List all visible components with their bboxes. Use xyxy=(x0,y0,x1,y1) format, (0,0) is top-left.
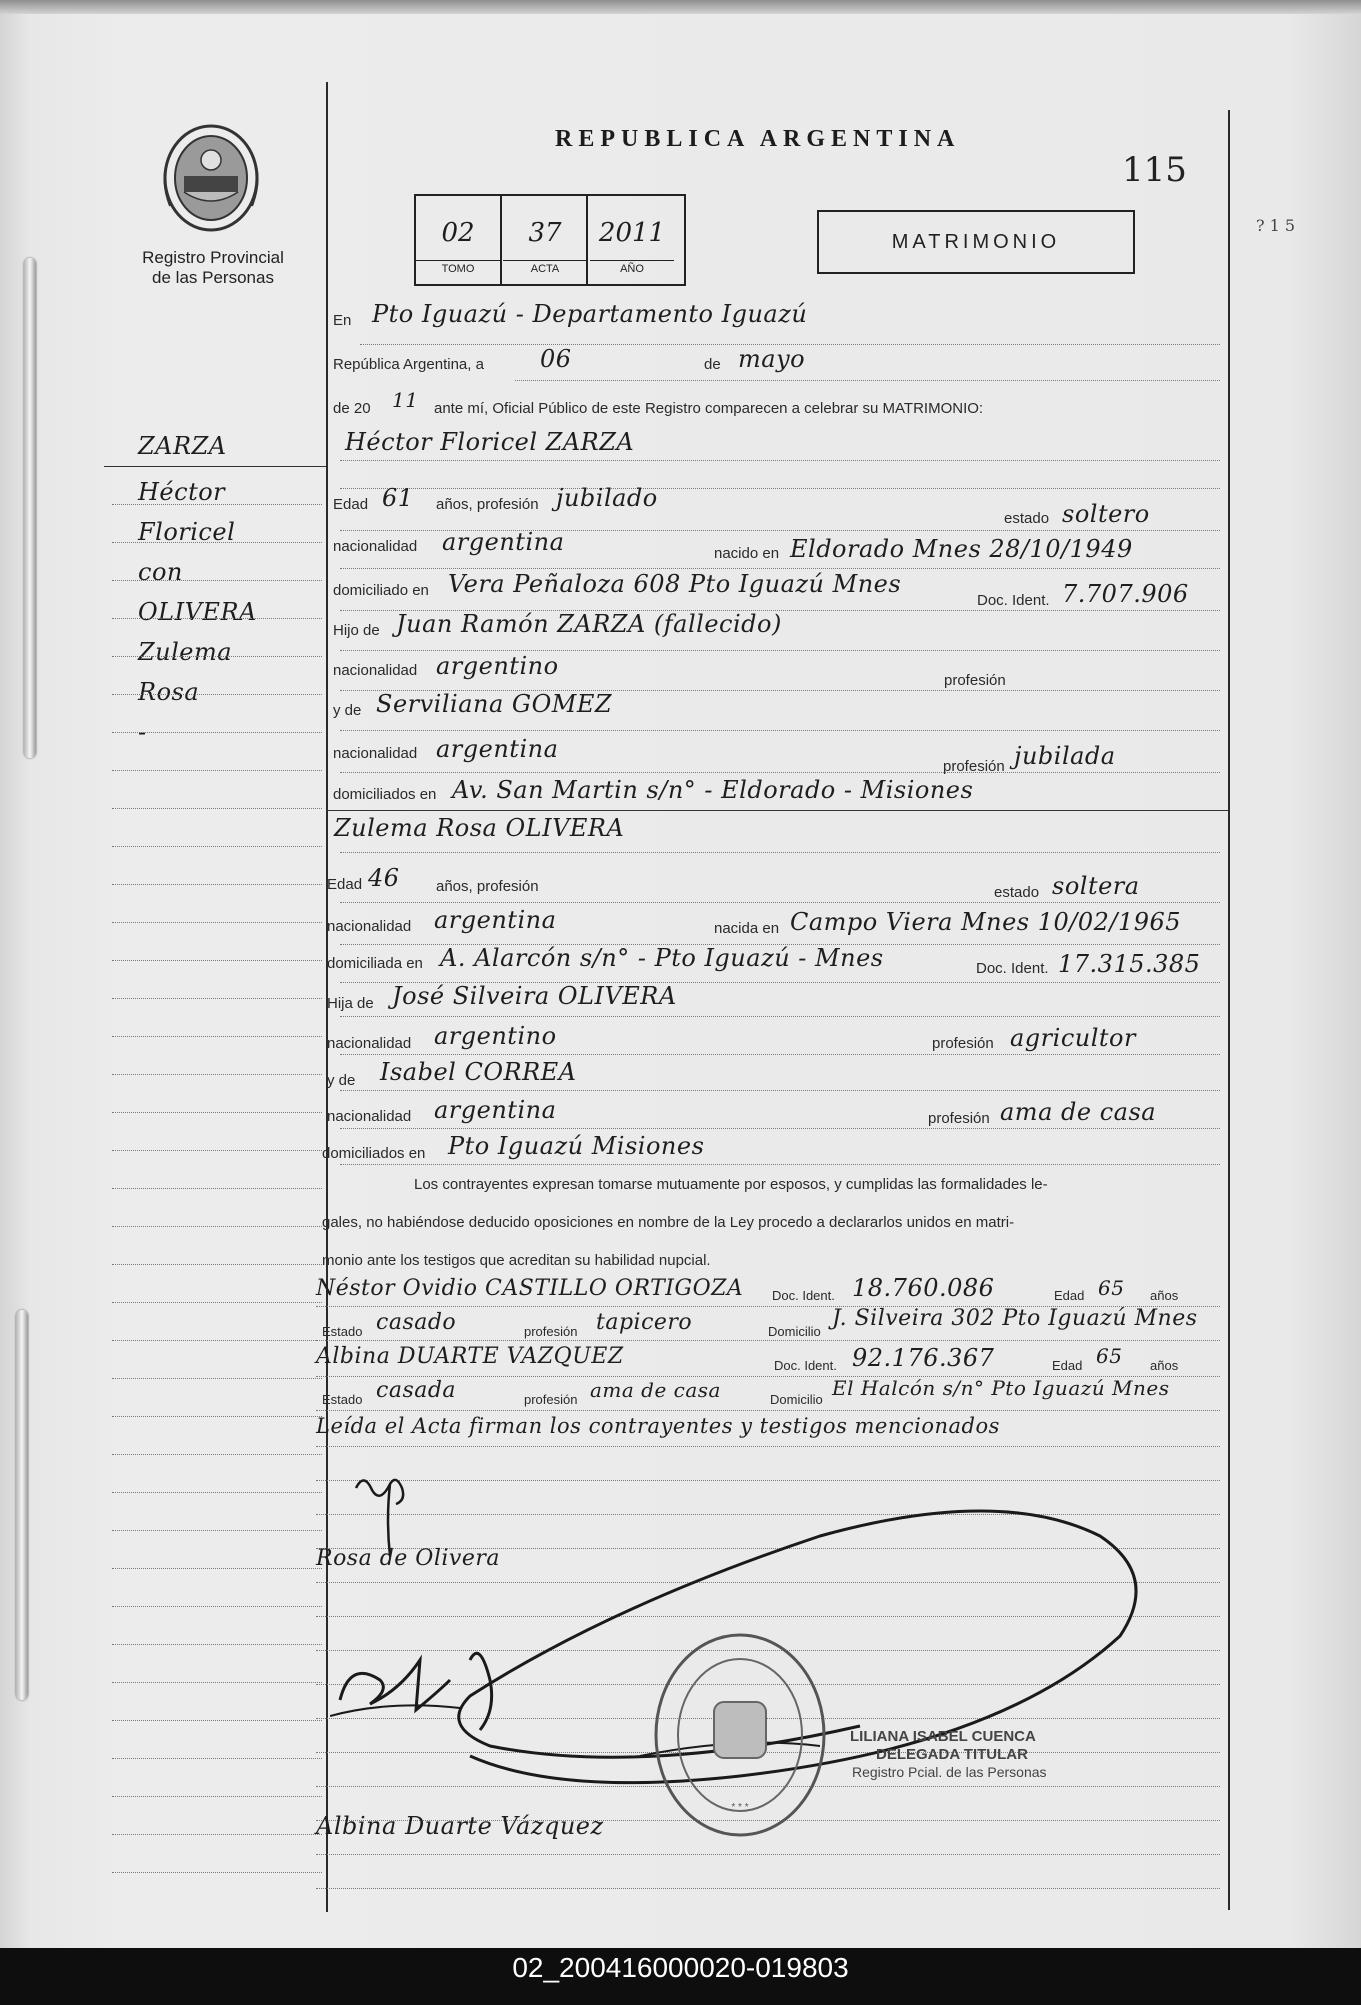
label-y-de-groom: y de xyxy=(333,702,362,719)
label-profesion-bride-father: profesión xyxy=(932,1035,994,1052)
label-nacionalidad-groom-mother: nacionalidad xyxy=(333,745,418,762)
margin-note-line: Héctor xyxy=(138,478,226,506)
margin-ruled-line xyxy=(112,580,322,581)
margin-top-rule xyxy=(104,466,326,467)
margin-ruled-line xyxy=(112,1758,322,1759)
tomo-label: TOMO xyxy=(416,260,500,275)
witness1-name: Néstor Ovidio CASTILLO ORTIGOZA xyxy=(316,1276,744,1301)
margin-ruled-line xyxy=(112,1682,322,1683)
margin-ruled-line xyxy=(112,504,322,505)
label-edad-bride: Edad xyxy=(327,876,363,893)
margin-ruled-line xyxy=(112,1834,322,1835)
label-anios-witness1: años xyxy=(1150,1288,1179,1303)
svg-text:* * *: * * * xyxy=(731,1802,749,1813)
folio-number: 115 xyxy=(1122,150,1187,190)
bride-parents-address: Pto Iguazú Misiones xyxy=(448,1132,705,1160)
ceremony-day: 06 xyxy=(540,345,572,373)
bride-mother-profession: ama de casa xyxy=(1000,1098,1157,1126)
label-nacionalidad-bride-father: nacionalidad xyxy=(327,1035,412,1052)
margin-note-line: ZARZA xyxy=(138,432,227,460)
witness2-civil-status: casada xyxy=(376,1378,457,1403)
margin-ruled-line xyxy=(112,1302,322,1303)
margin-ruled-line xyxy=(112,694,322,695)
margin-ruled-line xyxy=(112,1492,322,1493)
folio-side-mark: ? 1 5 xyxy=(1256,216,1296,235)
bride-civil-status: soltera xyxy=(1052,872,1140,900)
label-profesion-groom-mother: profesión xyxy=(943,758,1005,775)
anio-label: AÑO xyxy=(590,260,674,275)
bride-age: 46 xyxy=(368,864,400,892)
groom-profession: jubilado xyxy=(556,484,658,512)
label-doc-ident-groom: Doc. Ident. xyxy=(977,592,1050,609)
groom-doc-id: 7.707.906 xyxy=(1062,580,1189,608)
groom-birthplace: Eldorado Mnes 28/10/1949 xyxy=(790,535,1133,563)
margin-ruled-line xyxy=(112,656,322,657)
witness2-name: Albina DUARTE VAZQUEZ xyxy=(316,1344,624,1369)
label-domiciliados-en-groom: domiciliados en xyxy=(333,786,437,803)
label-domiciliado-en: domiciliado en xyxy=(333,582,429,599)
margin-ruled-line xyxy=(112,1340,322,1341)
margin-note-line: Rosa xyxy=(138,678,200,706)
margin-ruled-line xyxy=(112,1264,322,1265)
bride-mother-nationality: argentina xyxy=(434,1096,557,1124)
groom-age: 61 xyxy=(382,484,414,512)
label-estado-witness2: Estado xyxy=(322,1392,363,1407)
label-de-month: de xyxy=(704,356,721,373)
label-domiciliados-en-bride: domiciliados en xyxy=(322,1145,426,1162)
label-estado-witness1: Estado xyxy=(322,1324,363,1339)
label-edad-groom: Edad xyxy=(333,496,369,513)
label-doc-ident-bride: Doc. Ident. xyxy=(976,960,1049,977)
groom-address: Vera Peñaloza 608 Pto Iguazú Mnes xyxy=(448,570,902,598)
margin-ruled-line xyxy=(112,1644,322,1645)
label-en: En xyxy=(333,312,352,329)
margin-ruled-line xyxy=(112,922,322,923)
witness1-age: 65 xyxy=(1098,1276,1125,1300)
margin-note-line: con xyxy=(138,558,183,586)
margin-ruled-line xyxy=(112,1872,322,1873)
label-y-de-bride: y de xyxy=(327,1072,356,1089)
margin-ruled-line xyxy=(112,846,322,847)
signature-ruled-line xyxy=(316,1480,1220,1481)
label-anios-profesion-groom: años, profesión xyxy=(436,496,539,513)
witness1-profession: tapicero xyxy=(596,1310,693,1335)
bride-nationality: argentina xyxy=(434,906,557,934)
bride-father-nationality: argentino xyxy=(434,1022,557,1050)
groom-mother: Serviliana GOMEZ xyxy=(376,690,613,718)
margin-ruled-line xyxy=(112,542,322,543)
witness2-signature: Albina Duarte Vázquez xyxy=(316,1812,604,1840)
label-profesion-groom-father: profesión xyxy=(944,672,1006,689)
margin-ruled-line xyxy=(112,1454,322,1455)
bride-doc-id: 17.315.385 xyxy=(1058,950,1201,978)
label-nacionalidad-bride-mother: nacionalidad xyxy=(327,1108,412,1125)
margin-ruled-line xyxy=(112,618,322,619)
groom-full-name: Héctor Floricel ZARZA xyxy=(345,428,635,456)
label-domicilio-witness1: Domicilio xyxy=(768,1324,821,1339)
witness2-doc-id: 92.176.367 xyxy=(852,1344,995,1372)
groom-father: Juan Ramón ZARZA (fallecido) xyxy=(396,610,782,638)
record-number-box xyxy=(414,194,686,286)
ceremony-place: Pto Iguazú - Departamento Iguazú xyxy=(372,300,808,328)
label-edad-witness2: Edad xyxy=(1052,1358,1083,1373)
bride-full-name: Zulema Rosa OLIVERA xyxy=(334,814,625,842)
label-profesion-witness1: profesión xyxy=(524,1324,578,1339)
witness1-doc-id: 18.760.086 xyxy=(852,1274,995,1302)
witness1-address: J. Silveira 302 Pto Iguazú Mnes xyxy=(832,1306,1198,1331)
label-estado-bride: estado xyxy=(994,884,1040,901)
label-anios-profesion-bride: años, profesión xyxy=(436,878,539,895)
margin-ruled-line xyxy=(112,1074,322,1075)
provincial-seal-emblem xyxy=(158,120,264,236)
label-doc-ident-witness2: Doc. Ident. xyxy=(774,1358,837,1373)
label-de-20: de 20 xyxy=(333,400,371,417)
groom-mother-profession: jubilada xyxy=(1014,742,1116,770)
margin-ruled-line xyxy=(112,1188,322,1189)
registry-name-line2: de las Personas xyxy=(152,268,274,287)
groom-nationality: argentina xyxy=(442,528,565,556)
margin-ruled-line xyxy=(112,770,322,771)
groom-parents-address: Av. San Martin s/n° - Eldorado - Misiones xyxy=(452,776,974,804)
bride-father: José Silveira OLIVERA xyxy=(392,982,677,1010)
label-ante-mi: ante mí, Oficial Público de este Registro comparecen a celebrar su MATRIMONIO: xyxy=(434,400,984,417)
anio-value: 2011 xyxy=(598,218,666,248)
margin-note-line: Floricel xyxy=(138,518,236,546)
margin-ruled-line xyxy=(112,732,322,733)
binder-ring-top xyxy=(24,258,36,758)
witness2-address: El Halcón s/n° Pto Iguazú Mnes xyxy=(832,1376,1170,1400)
official-name-stamp: LILIANA ISABEL CUENCA xyxy=(850,1728,1036,1745)
label-doc-ident-witness1: Doc. Ident. xyxy=(772,1288,835,1303)
ceremony-year: 11 xyxy=(392,388,419,412)
bride-signature: Rosa de Olivera xyxy=(316,1546,500,1571)
binder-ring-bottom xyxy=(16,1310,28,1700)
margin-note-line: OLIVERA xyxy=(138,598,257,626)
legal-text-line3: monio ante los testigos que acreditan su habilidad nupcial. xyxy=(322,1252,711,1269)
margin-ruled-line xyxy=(112,1036,322,1037)
bride-birthplace: Campo Viera Mnes 10/02/1965 xyxy=(790,908,1182,936)
label-anios-witness2: años xyxy=(1150,1358,1179,1373)
country-title: REPUBLICA ARGENTINA xyxy=(555,126,961,152)
page-top-edge xyxy=(0,0,1361,14)
official-title-stamp: DELEGADA TITULAR xyxy=(876,1746,1028,1763)
margin-note-line: - xyxy=(138,718,147,746)
signature-ruled-line xyxy=(316,1446,1220,1447)
bride-father-profession: agricultor xyxy=(1010,1024,1136,1052)
closing-note: Leída el Acta firman los contrayentes y testigos mencionados xyxy=(316,1414,1000,1438)
margin-ruled-line xyxy=(112,1568,322,1569)
witness2-age: 65 xyxy=(1096,1344,1123,1368)
label-domicilio-witness2: Domicilio xyxy=(770,1392,823,1407)
margin-ruled-line xyxy=(112,1606,322,1607)
label-profesion-witness2: profesión xyxy=(524,1392,578,1407)
label-domiciliada-en: domiciliada en xyxy=(327,955,423,972)
registry-circular-stamp xyxy=(650,1630,830,1840)
image-code-footer: 02_200416000020-019803 xyxy=(512,1952,849,1983)
margin-note-line: Zulema xyxy=(138,638,233,666)
margin-ruled-line xyxy=(112,1416,322,1417)
record-type-box: MATRIMONIO xyxy=(817,210,1135,274)
groom-mother-nationality: argentina xyxy=(436,735,559,763)
legal-text-line2: gales, no habiéndose deducido oposiciones en nombre de la Ley procedo a declararlos unidos en matri- xyxy=(322,1214,1015,1231)
right-column-rule xyxy=(1228,110,1230,1910)
margin-ruled-line xyxy=(112,884,322,885)
label-hijo-de: Hijo de xyxy=(333,622,380,639)
legal-text-line1: Los contrayentes expresan tomarse mutuamente por esposos, y cumplidas las formalidades le- xyxy=(414,1176,1048,1193)
label-nacionalidad-bride: nacionalidad xyxy=(327,918,412,935)
witness2-profession: ama de casa xyxy=(590,1378,721,1402)
signature-ruled-line xyxy=(316,1854,1220,1855)
margin-ruled-line xyxy=(112,1720,322,1721)
official-office-stamp: Registro Pcial. de las Personas xyxy=(852,1764,1047,1780)
margin-ruled-line xyxy=(112,1530,322,1531)
margin-ruled-line xyxy=(112,960,322,961)
margin-ruled-line xyxy=(112,1112,322,1113)
bride-address: A. Alarcón s/n° - Pto Iguazú - Mnes xyxy=(440,944,884,972)
label-nacionalidad-groom-father: nacionalidad xyxy=(333,662,418,679)
tomo-value: 02 xyxy=(441,218,475,248)
label-nacida-en: nacida en xyxy=(714,920,780,937)
margin-ruled-line xyxy=(112,1378,322,1379)
ceremony-month: mayo xyxy=(738,345,806,373)
acta-value: 37 xyxy=(528,218,562,248)
label-nacionalidad-groom: nacionalidad xyxy=(333,538,418,555)
witness1-civil-status: casado xyxy=(376,1310,457,1335)
label-profesion-bride-mother: profesión xyxy=(928,1110,990,1127)
groom-civil-status: soltero xyxy=(1062,500,1150,528)
margin-ruled-line xyxy=(112,808,322,809)
bride-mother: Isabel CORREA xyxy=(380,1058,577,1086)
margin-ruled-line xyxy=(112,1796,322,1797)
label-estado-groom: estado xyxy=(1004,510,1050,527)
acta-label: ACTA xyxy=(503,260,587,275)
label-republica: República Argentina, a xyxy=(333,356,484,373)
groom-father-nationality: argentino xyxy=(436,652,559,680)
label-hija-de: Hija de xyxy=(327,995,374,1012)
margin-ruled-line xyxy=(112,1150,322,1151)
margin-ruled-line xyxy=(112,1226,322,1227)
label-nacido-en: nacido en xyxy=(714,545,780,562)
margin-ruled-line xyxy=(112,998,322,999)
registry-name-line1: Registro Provincial xyxy=(142,248,284,267)
registry-name xyxy=(118,248,308,288)
signature-ruled-line xyxy=(316,1888,1220,1889)
label-edad-witness1: Edad xyxy=(1054,1288,1085,1303)
